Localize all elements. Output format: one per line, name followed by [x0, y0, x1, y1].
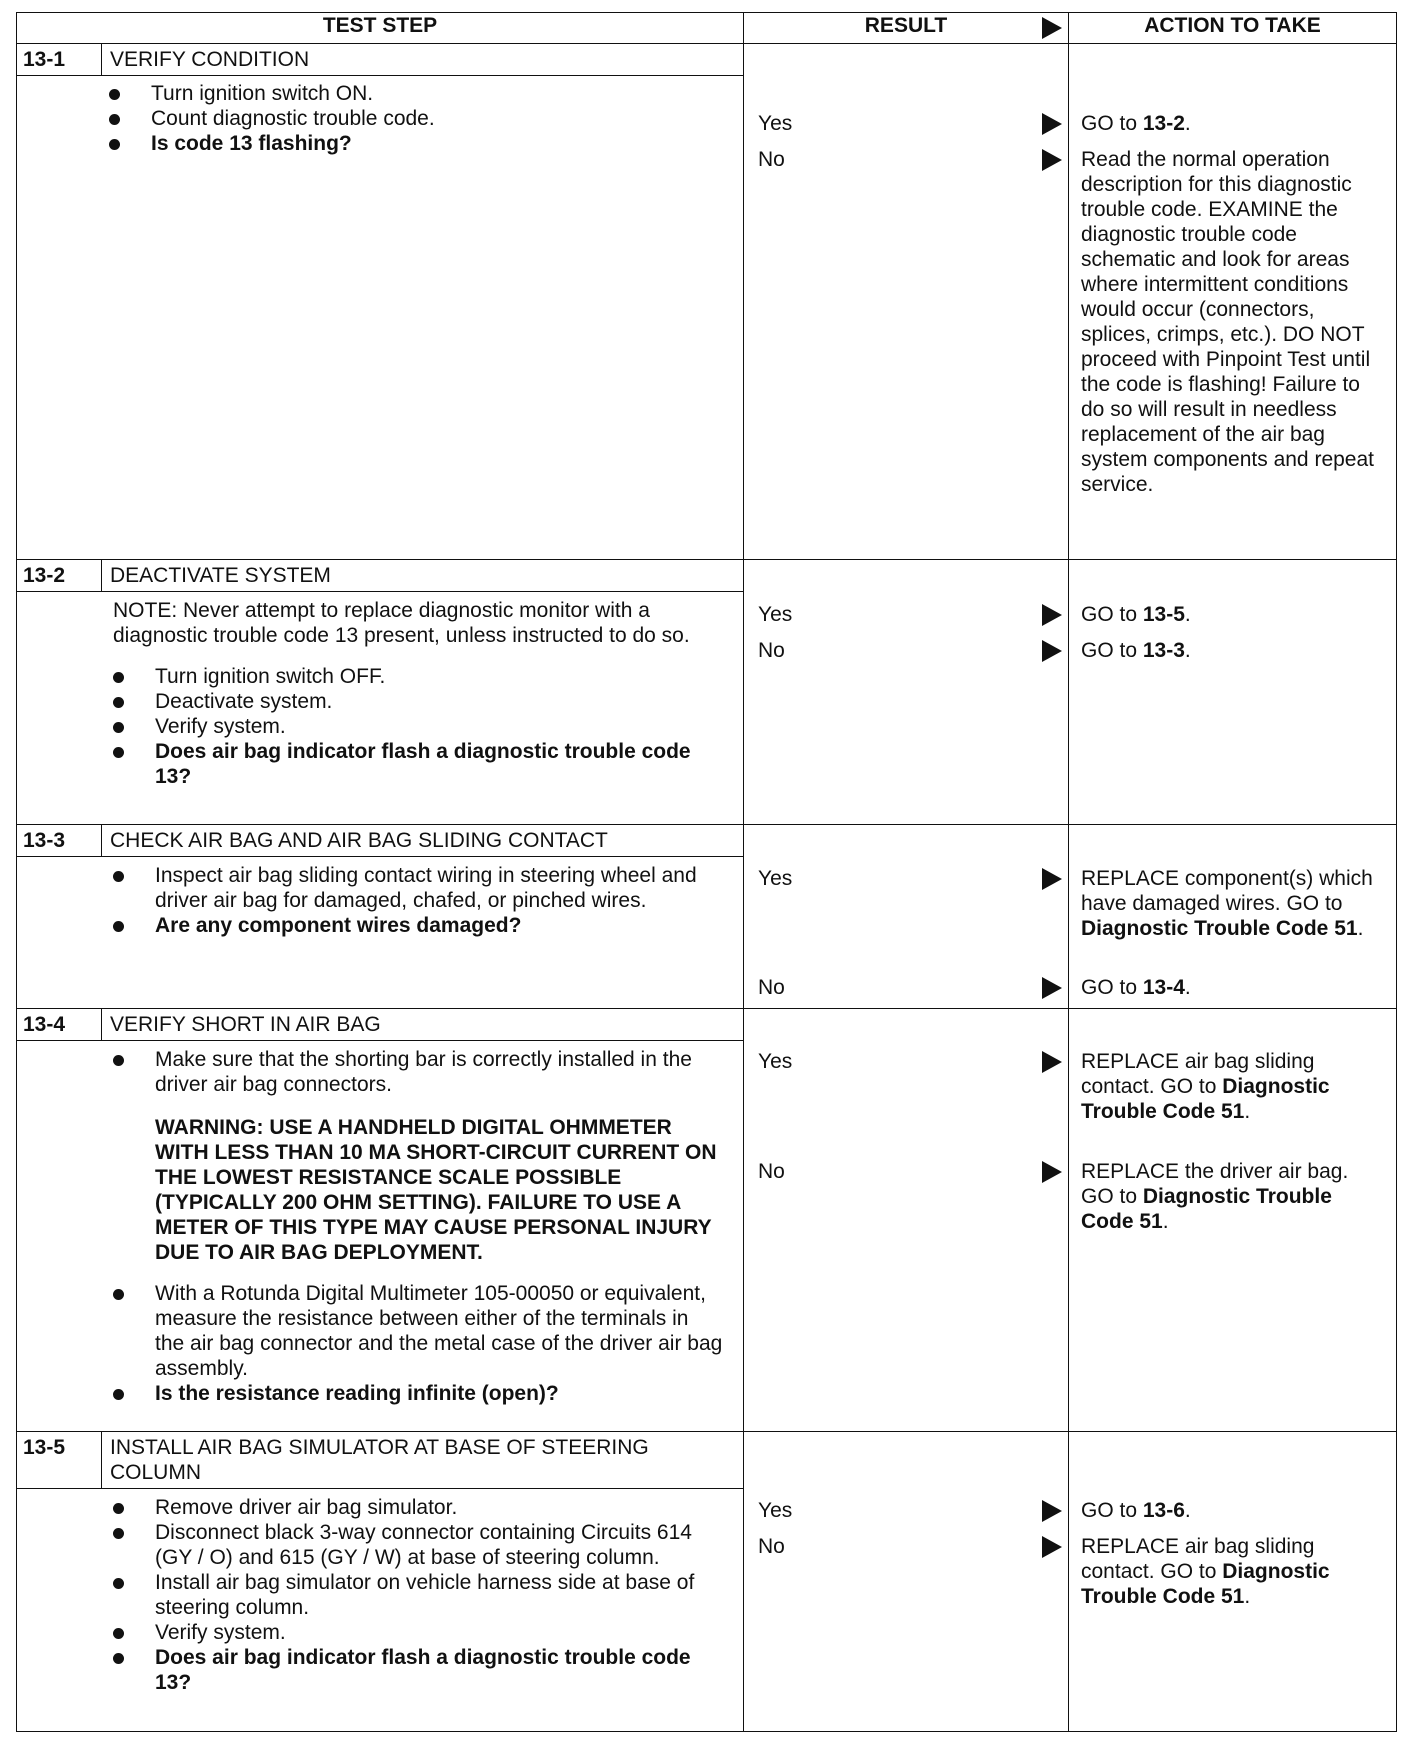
action-cell: [1069, 44, 1397, 560]
result-no: No: [758, 975, 1068, 1000]
action-cell: [1069, 825, 1397, 1009]
step-cell: [17, 1009, 744, 1432]
arrow-right-icon: [1042, 113, 1062, 135]
arrow-right-icon: [1042, 1051, 1062, 1073]
result-yes: Yes: [758, 1498, 1068, 1523]
step-bullet: Count diagnostic trouble code.: [109, 106, 723, 131]
action-no: Read the normal operation description for this diagnostic trouble code. EXAMINE the diagnostic trouble code schematic and look for areas where intermittent conditions would occur (connectors, splices, crimps, etc.). DO NOT proceed with Pinpoint Test until the code is flashing! Failure to do so will result in needless replacement of the air bag system components and repeat service.: [1081, 148, 1374, 496]
arrow-right-icon: [1042, 868, 1062, 890]
result-cell: [744, 1009, 1069, 1432]
result-no: No: [758, 638, 1068, 663]
step-body: [17, 1489, 743, 1701]
step-heading: [17, 1432, 744, 1489]
arrow-right-icon: [1042, 1536, 1062, 1558]
step-bullet: Turn ignition switch ON.: [109, 81, 723, 106]
bullet-dot-icon: [113, 1578, 124, 1589]
bullet-dot-icon: [109, 89, 120, 100]
pinpoint-test-table: [16, 12, 1397, 1732]
step-question: Does air bag indicator flash a diagnostic trouble code 13?: [113, 739, 723, 789]
header-result: RESULT: [864, 14, 948, 37]
arrow-right-icon: [1042, 17, 1062, 39]
action-yes: REPLACE air bag sliding contact. GO to Diagnostic Trouble Code 51.: [1081, 1050, 1330, 1123]
action-cell: [1069, 1432, 1397, 1732]
step-bullet: Install air bag simulator on vehicle harness side at base of steering column.: [113, 1570, 723, 1620]
action-cell: [1069, 1009, 1397, 1432]
bullet-dot-icon: [113, 722, 124, 733]
arrow-right-icon: [1042, 1161, 1062, 1183]
action-no: REPLACE the driver air bag. GO to Diagnostic Trouble Code 51.: [1081, 1160, 1349, 1233]
step-title: CHECK AIR BAG AND AIR BAG SLIDING CONTACT: [110, 829, 608, 852]
action-yes: GO to 13-5.: [1081, 603, 1191, 626]
bullet-dot-icon: [113, 1653, 124, 1664]
step-row: [17, 1432, 1397, 1732]
step-title: DEACTIVATE SYSTEM: [110, 564, 331, 587]
bullet-dot-icon: [113, 1389, 124, 1400]
step-cell: [17, 44, 744, 560]
step-bullet: Verify system.: [113, 714, 723, 739]
result-cell: [744, 1432, 1069, 1732]
bullet-dot-icon: [113, 1055, 124, 1066]
step-question: Does air bag indicator flash a diagnostic trouble code 13?: [113, 1645, 723, 1695]
header-result-cell: [744, 13, 1069, 44]
step-heading: [17, 560, 744, 592]
step-question: Are any component wires damaged?: [113, 913, 723, 938]
bullet-dot-icon: [113, 1528, 124, 1539]
step-question: Is code 13 flashing?: [109, 131, 723, 156]
action-no: GO to 13-3.: [1081, 639, 1191, 662]
bullet-dot-icon: [113, 1503, 124, 1514]
result-yes: Yes: [758, 111, 1068, 136]
result-yes: Yes: [758, 866, 1068, 891]
step-bullet: Remove driver air bag simulator.: [113, 1495, 723, 1520]
step-body: [17, 76, 743, 162]
bullet-dot-icon: [113, 672, 124, 683]
arrow-right-icon: [1042, 149, 1062, 171]
step-cell: [17, 560, 744, 825]
step-note: NOTE: Never attempt to replace diagnostic monitor with a diagnostic trouble code 13 present, unless instructed to do so.: [113, 599, 690, 647]
result-no: No: [758, 1159, 1068, 1184]
bullet-dot-icon: [113, 1289, 124, 1300]
step-row: [17, 825, 1397, 1009]
step-body: [17, 1041, 743, 1412]
arrow-right-icon: [1042, 977, 1062, 999]
step-bullet: Inspect air bag sliding contact wiring in steering wheel and driver air bag for damaged, chafed, or pinched wires.: [113, 863, 723, 913]
step-bullet-list: [113, 863, 723, 938]
header-action: ACTION TO TAKE: [1069, 13, 1397, 44]
step-row: [17, 1009, 1397, 1432]
bullet-dot-icon: [109, 139, 120, 150]
step-bullet-list: [113, 1281, 723, 1406]
step-bullet: Disconnect black 3-way connector containing Circuits 614 (GY / O) and 615 (GY / W) at base of steering column.: [113, 1520, 723, 1570]
bullet-dot-icon: [113, 697, 124, 708]
bullet-dot-icon: [113, 871, 124, 882]
step-bullet-list: [113, 664, 723, 789]
step-title: INSTALL AIR BAG SIMULATOR AT BASE OF STEERING COLUMN: [110, 1436, 649, 1484]
bullet-dot-icon: [113, 747, 124, 758]
step-bullet-list: [113, 1495, 723, 1695]
header-test-step: TEST STEP: [17, 13, 744, 44]
arrow-right-icon: [1042, 604, 1062, 626]
result-no: No: [758, 147, 1068, 172]
result-cell: [744, 560, 1069, 825]
action-yes: GO to 13-6.: [1081, 1499, 1191, 1522]
step-heading: [17, 825, 744, 857]
step-bullet: Deactivate system.: [113, 689, 723, 714]
step-heading: [17, 44, 744, 76]
result-no: No: [758, 1534, 1068, 1559]
step-row: [17, 560, 1397, 825]
bullet-dot-icon: [113, 921, 124, 932]
action-no: GO to 13-4.: [1081, 976, 1191, 999]
step-number: 13-3: [17, 825, 102, 856]
arrow-right-icon: [1042, 1500, 1062, 1522]
table-header-row: [17, 13, 1397, 44]
action-yes: GO to 13-2.: [1081, 112, 1191, 135]
step-number: 13-1: [17, 44, 102, 75]
action-cell: [1069, 560, 1397, 825]
step-heading: [17, 1009, 744, 1041]
step-number: 13-2: [17, 560, 102, 591]
step-title: VERIFY SHORT IN AIR BAG: [110, 1013, 381, 1036]
step-bullet: With a Rotunda Digital Multimeter 105-00050 or equivalent, measure the resistance between either of the terminals in the air bag connector and the metal case of the driver air bag assembly.: [113, 1281, 723, 1381]
step-question: Is the resistance reading infinite (open)?: [113, 1381, 723, 1406]
action-yes: REPLACE component(s) which have damaged wires. GO to Diagnostic Trouble Code 51.: [1081, 867, 1373, 940]
step-cell: [17, 825, 744, 1009]
result-cell: [744, 44, 1069, 560]
step-body: [17, 592, 743, 795]
step-row: [17, 44, 1397, 560]
bullet-dot-icon: [109, 114, 120, 125]
action-no: REPLACE air bag sliding contact. GO to Diagnostic Trouble Code 51.: [1081, 1535, 1330, 1608]
result-yes: Yes: [758, 1049, 1068, 1074]
step-body: [17, 857, 743, 944]
bullet-dot-icon: [113, 1628, 124, 1639]
step-number: 13-4: [17, 1009, 102, 1040]
step-bullet: Turn ignition switch OFF.: [113, 664, 723, 689]
step-cell: [17, 1432, 744, 1732]
step-bullet-list: [113, 1047, 723, 1097]
step-title: VERIFY CONDITION: [110, 48, 310, 71]
result-cell: [744, 825, 1069, 1009]
diagnostic-table-sheet: [16, 12, 1396, 1732]
arrow-right-icon: [1042, 640, 1062, 662]
step-number: 13-5: [17, 1432, 102, 1488]
step-bullet-list: [109, 81, 723, 156]
step-bullet: Verify system.: [113, 1620, 723, 1645]
result-yes: Yes: [758, 602, 1068, 627]
warning-text: WARNING: USE A HANDHELD DIGITAL OHMMETER WITH LESS THAN 10 MA SHORT-CIRCUIT CURRENT ON THE LOWEST RESISTANCE SCALE POSSIBLE (TYPICALLY 200 OHM SETTING). FAILURE TO USE A METER OF THIS TYPE MAY CAUSE PERSONAL INJURY DUE TO AIR BAG DEPLOYMENT.: [155, 1116, 717, 1264]
step-bullet: Make sure that the shorting bar is correctly installed in the driver air bag connectors.: [113, 1047, 723, 1097]
